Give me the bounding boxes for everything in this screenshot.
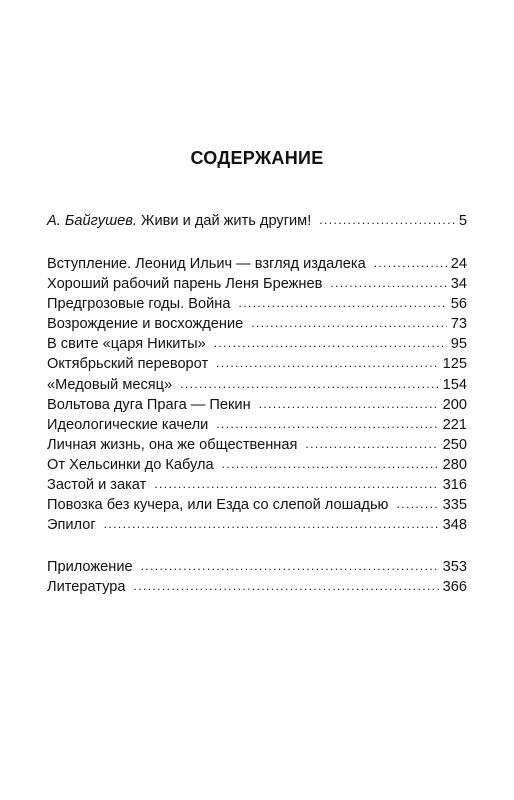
toc-entry-title: Вольтова дуга Прага — Пекин bbox=[47, 396, 251, 413]
dot-leader bbox=[259, 394, 439, 414]
toc-entry-title: Октябрьский переворот bbox=[47, 356, 209, 373]
toc-entry bbox=[47, 455, 467, 475]
dot-leader bbox=[222, 454, 439, 474]
toc-entry-page: 353 bbox=[442, 559, 467, 575]
dot-leader bbox=[141, 556, 439, 576]
toc-entry-page: 154 bbox=[442, 376, 467, 393]
toc-entry-page: 316 bbox=[442, 477, 467, 494]
toc-entry-title: Эпилог bbox=[47, 517, 96, 534]
toc-entry bbox=[47, 475, 467, 495]
toc-back-matter-section bbox=[47, 557, 467, 597]
dot-leader bbox=[305, 434, 438, 454]
toc-entry bbox=[47, 495, 467, 515]
toc-entry-page: 125 bbox=[442, 356, 467, 373]
toc-entry-title: Идеологические качели bbox=[47, 416, 209, 433]
dot-leader bbox=[216, 353, 438, 373]
page-title: СОДЕРЖАНИЕ bbox=[190, 148, 324, 168]
toc-entry bbox=[47, 415, 467, 435]
toc-entry-page: 5 bbox=[458, 213, 467, 229]
toc-entry-title: От Хельсинки до Кабула bbox=[47, 456, 214, 473]
toc-entry bbox=[47, 557, 467, 577]
toc-entry-page: 95 bbox=[450, 336, 467, 353]
toc-entry-title: Предгрозовые годы. Война bbox=[47, 296, 231, 313]
dot-leader bbox=[214, 333, 447, 353]
toc-entry bbox=[47, 254, 467, 274]
toc-entry-text: Живи и дай жить другим! bbox=[136, 213, 312, 229]
dot-leader bbox=[134, 576, 439, 596]
toc-entry bbox=[47, 294, 467, 314]
toc-entry-title: Вступление. Леонид Ильич — взгляд издалека bbox=[47, 256, 366, 272]
toc-entry bbox=[47, 334, 467, 354]
dot-leader bbox=[397, 494, 439, 514]
toc-entry-page: 250 bbox=[442, 436, 467, 453]
toc-entry-title: Застой и закат bbox=[47, 477, 147, 494]
toc-entry-title: Повозка без кучера, или Езда со слепой лошадью bbox=[47, 497, 389, 514]
dot-leader bbox=[238, 293, 446, 313]
toc-entry bbox=[47, 354, 467, 374]
toc-entry-page: 24 bbox=[450, 256, 467, 272]
dot-leader bbox=[104, 514, 439, 534]
dot-leader bbox=[319, 210, 455, 230]
toc-entry-page: 335 bbox=[442, 497, 467, 514]
toc-entry-title: Литература bbox=[47, 579, 126, 596]
toc-chapters-section bbox=[47, 254, 467, 535]
toc-entry-intro bbox=[47, 211, 467, 231]
toc-entry-title: Личная жизнь, она же общественная bbox=[47, 436, 298, 453]
toc-entry bbox=[47, 375, 467, 395]
toc-entry-page: 56 bbox=[450, 296, 467, 313]
dot-leader bbox=[374, 253, 447, 273]
toc-entry-title bbox=[47, 211, 311, 231]
toc-entry bbox=[47, 395, 467, 415]
dot-leader bbox=[251, 313, 447, 333]
toc-entry-title: В свите «царя Никиты» bbox=[47, 336, 206, 353]
toc-entry bbox=[47, 515, 467, 535]
toc-entry bbox=[47, 577, 467, 597]
toc-entry bbox=[47, 314, 467, 334]
toc-intro-section bbox=[47, 211, 467, 231]
dot-leader bbox=[180, 374, 439, 394]
toc-entry bbox=[47, 435, 467, 455]
toc-entry-page: 73 bbox=[450, 316, 467, 333]
toc-entry-page: 348 bbox=[442, 517, 467, 534]
toc-entry-page: 280 bbox=[442, 456, 467, 473]
toc-entry-page: 221 bbox=[442, 416, 467, 433]
dot-leader bbox=[216, 414, 438, 434]
toc-entry-title: Приложение bbox=[47, 559, 133, 575]
toc-entry bbox=[47, 274, 467, 294]
dot-leader bbox=[330, 273, 446, 293]
toc-entry-page: 34 bbox=[450, 276, 467, 293]
toc-entry-title: «Медовый месяц» bbox=[47, 376, 173, 393]
toc-entry-page: 366 bbox=[442, 579, 467, 596]
toc-entry-title: Хороший рабочий парень Леня Брежнев bbox=[47, 276, 323, 293]
dot-leader bbox=[154, 474, 438, 494]
toc-entry-title: Возрождение и восхождение bbox=[47, 316, 244, 333]
toc-entry-page: 200 bbox=[442, 396, 467, 413]
toc-entry-author: А. Байгушев. bbox=[47, 213, 137, 229]
